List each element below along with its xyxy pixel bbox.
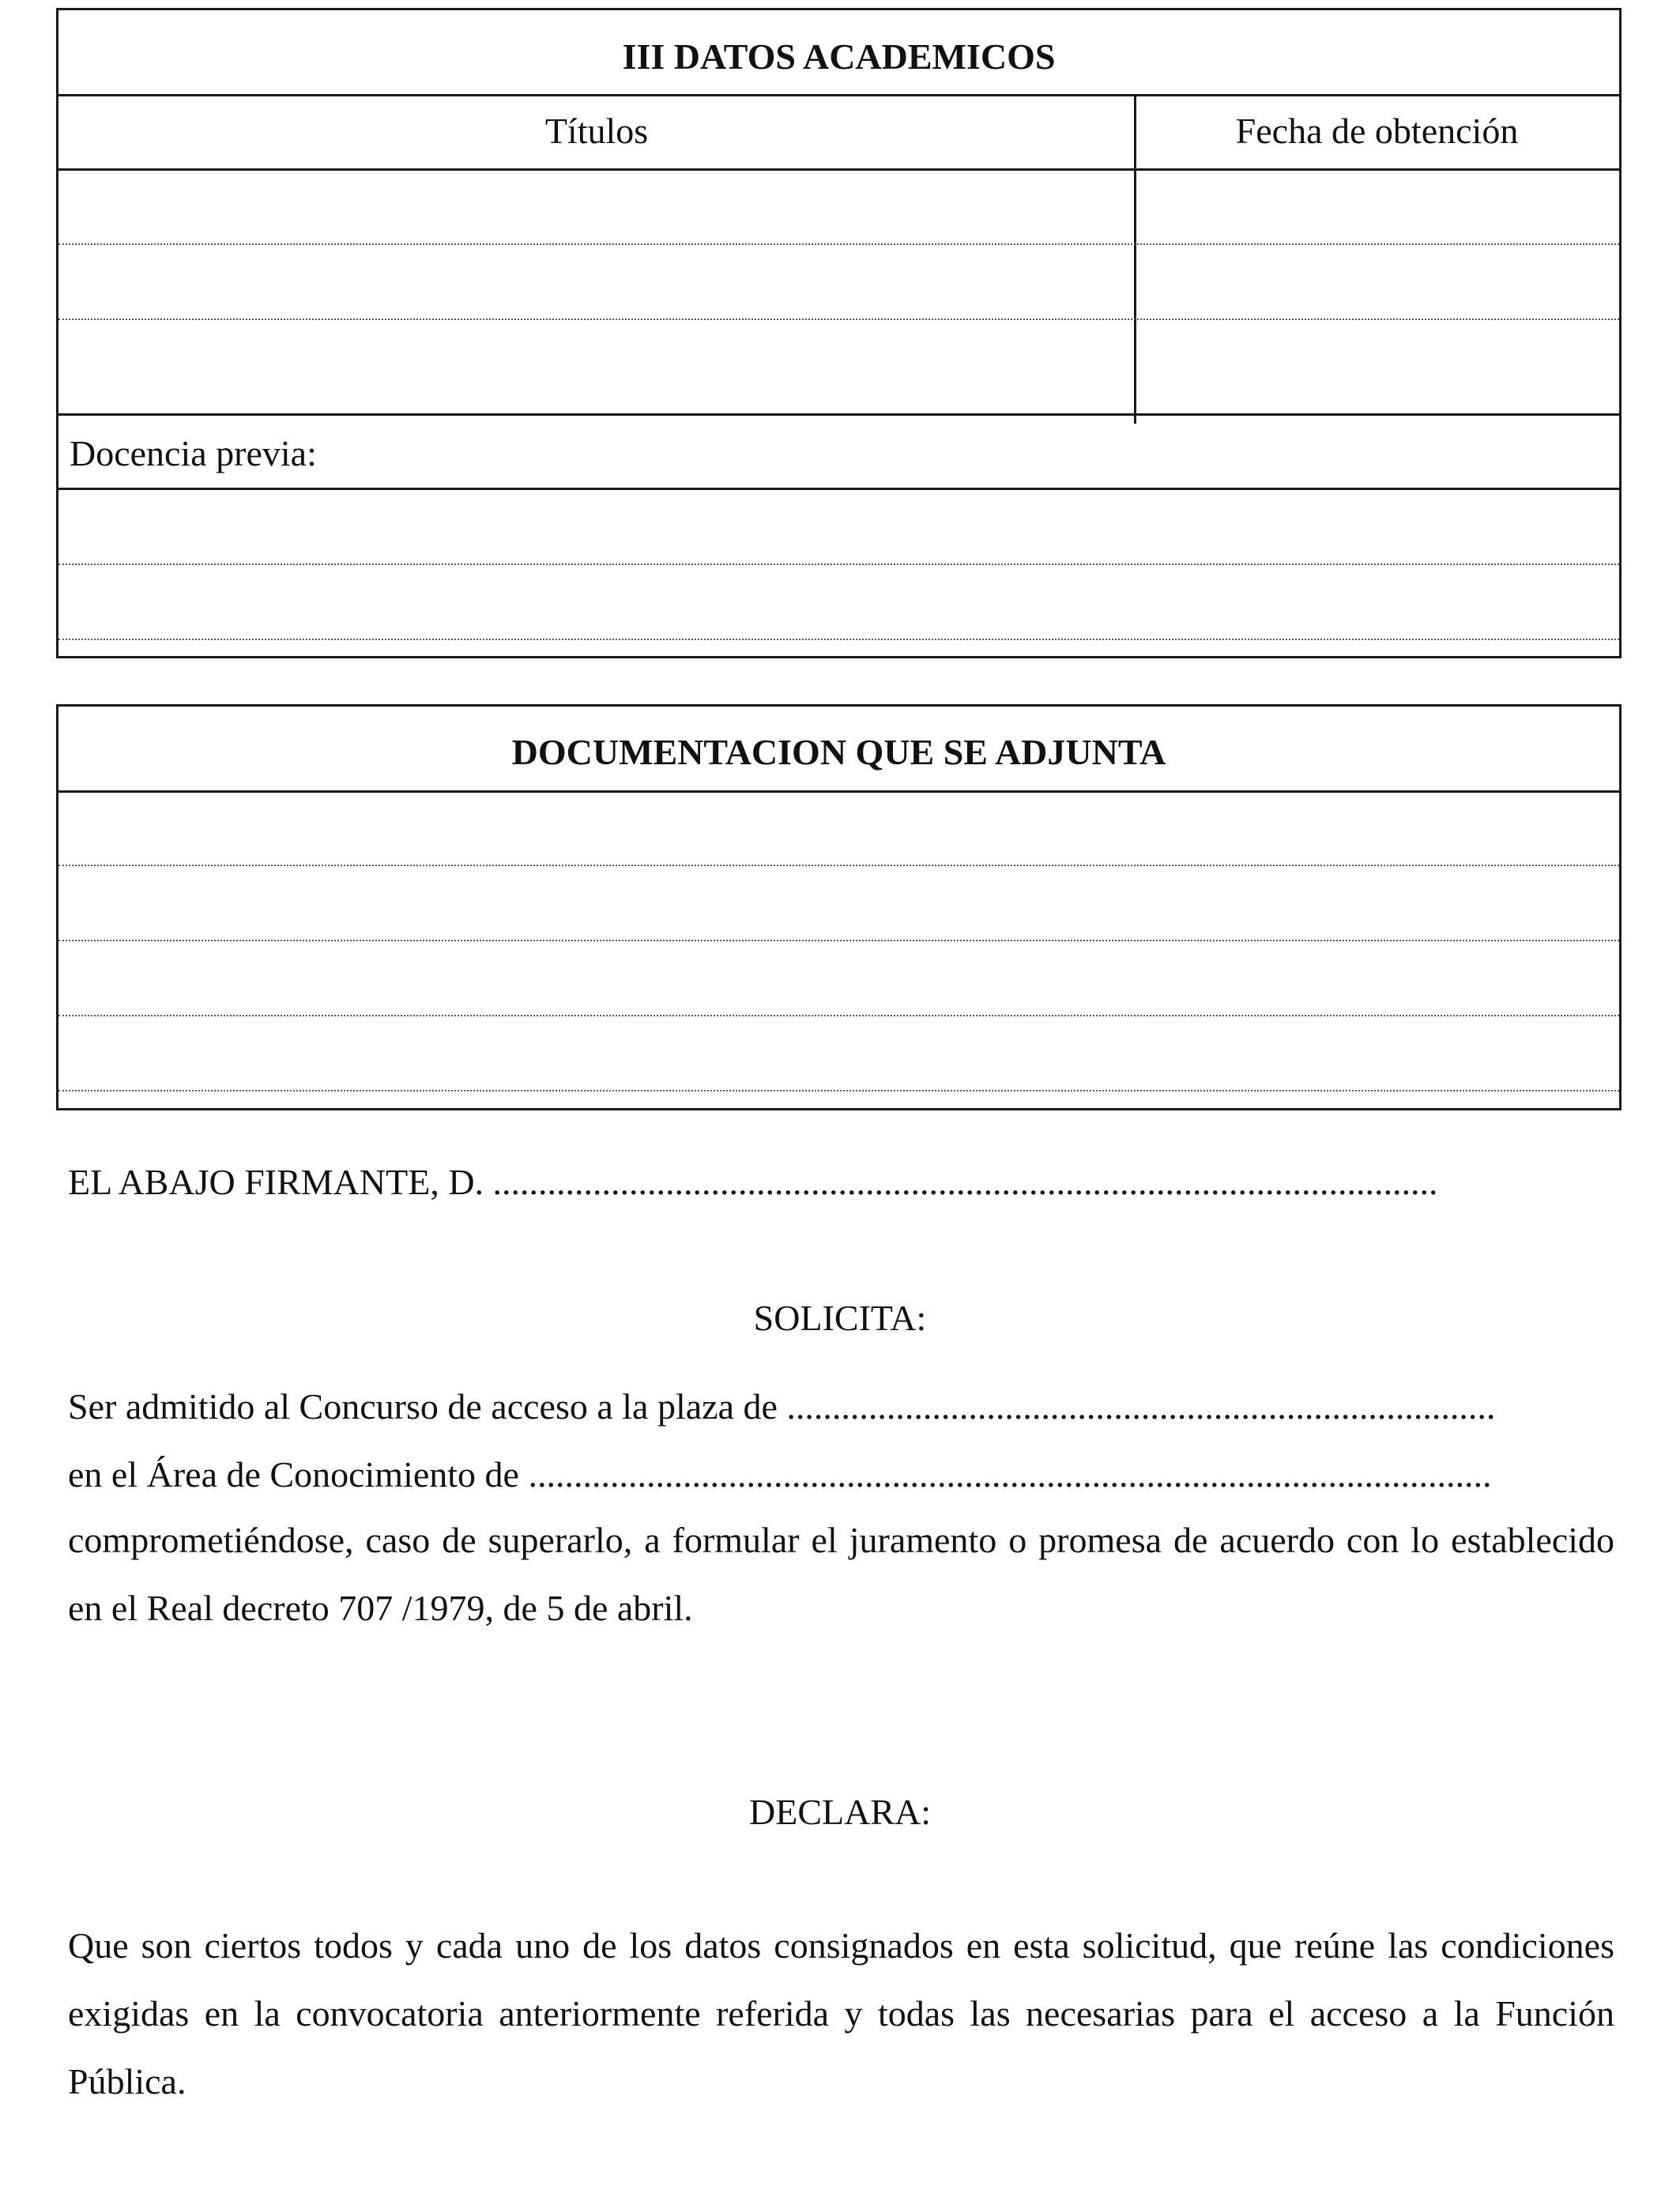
knowledge-area-line[interactable]: en el Área de Conocimiento de .......................................................................................................... bbox=[68, 1454, 1492, 1495]
previous-teaching-label: Docencia previa: bbox=[70, 433, 317, 473]
documentation-line-3[interactable] bbox=[58, 1015, 1619, 1016]
documentation-line-1[interactable] bbox=[58, 865, 1619, 866]
divider bbox=[58, 790, 1619, 793]
divider bbox=[58, 94, 1619, 96]
divider bbox=[58, 168, 1619, 171]
title-entry-line-1[interactable] bbox=[58, 243, 1619, 245]
academic-data-table bbox=[56, 8, 1622, 658]
divider bbox=[58, 488, 1619, 490]
declaration-paragraph: Que son ciertos todos y cada uno de los datos consignados en esta solicitud, que reúne las condiciones exigidas en la convocatoria anteriormente referida y todas las necesarias para el acceso a la Función Pública. bbox=[68, 1925, 1614, 2102]
signer-name-line[interactable]: EL ABAJO FIRMANTE, D. ........................................................................................................ bbox=[68, 1162, 1438, 1202]
attached-documentation-table bbox=[56, 704, 1622, 1110]
request-heading: SOLICITA: bbox=[753, 1298, 927, 1338]
divider bbox=[58, 413, 1619, 416]
column-divider bbox=[1134, 94, 1136, 424]
position-line[interactable]: Ser admitido al Concurso de acceso a la plaza de .............................................................................. bbox=[68, 1386, 1496, 1427]
column-header-date: Fecha de obtención bbox=[1235, 111, 1519, 151]
previous-teaching-line-1[interactable] bbox=[58, 564, 1619, 565]
documentation-line-4[interactable] bbox=[58, 1090, 1619, 1091]
title-entry-line-2[interactable] bbox=[58, 319, 1619, 320]
previous-teaching-line-2[interactable] bbox=[58, 639, 1619, 640]
documentation-line-2[interactable] bbox=[58, 940, 1619, 941]
declaration-heading: DECLARA: bbox=[749, 1792, 931, 1832]
documentation-section-title: DOCUMENTACION QUE SE ADJUNTA bbox=[511, 732, 1166, 772]
commitment-paragraph: comprometiéndose, caso de superarlo, a formular el juramento o promesa de acuerdo con lo establecido en el Real decreto 707 /1979, de 5 de abril. bbox=[68, 1520, 1614, 1628]
column-header-titles: Títulos bbox=[544, 111, 649, 151]
academic-section-title: III DATOS ACADEMICOS bbox=[622, 36, 1056, 77]
